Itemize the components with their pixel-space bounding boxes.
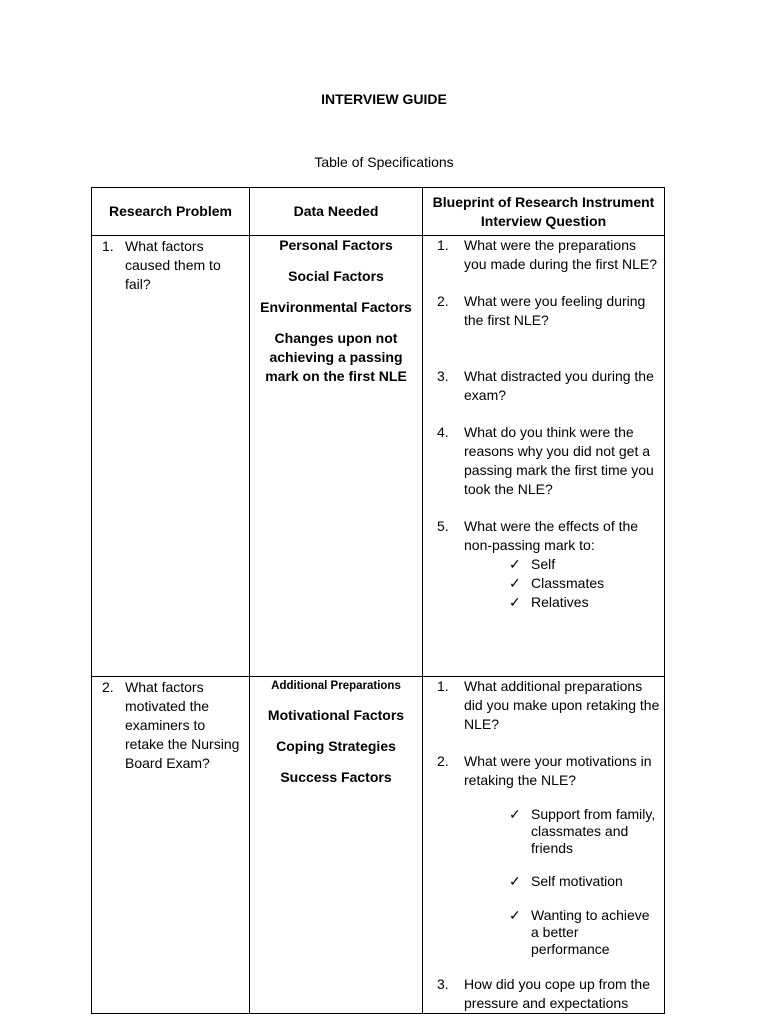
data-needed-cell — [250, 236, 423, 677]
table-row — [92, 236, 665, 677]
question-number: 4. — [437, 424, 449, 440]
data-needed-item: Personal Factors — [279, 237, 393, 253]
question-number: 2. — [437, 293, 449, 309]
question-item — [437, 423, 660, 499]
data-needed-cell — [250, 677, 423, 1014]
question-text: What were your motivations in retaking the NLE? — [464, 753, 652, 788]
problem-cell — [92, 236, 250, 677]
question-item — [437, 367, 660, 405]
checklist-text: Self — [531, 556, 556, 572]
table-header-row — [92, 188, 665, 236]
checklist-item — [509, 574, 660, 593]
check-icon: ✓ — [509, 594, 521, 610]
question-item — [437, 677, 660, 734]
question-number: 3. — [437, 976, 449, 992]
data-needed-item: Social Factors — [288, 268, 384, 284]
checklist-text: Classmates — [531, 575, 605, 591]
problem-cell — [92, 677, 250, 1014]
header-research-problem: Research Problem — [92, 188, 250, 236]
checklist-item — [509, 593, 660, 612]
question-text: What were the preparations you made during the first NLE? — [464, 237, 657, 272]
problem-text: What factors motivated the examiners to retake the Nursing Board Exam? — [125, 679, 240, 771]
checklist-text: Wanting to achieve a better performance — [531, 907, 650, 957]
question-text: What additional preparations did you make upon retaking the NLE? — [464, 678, 660, 732]
question-number: 1. — [437, 678, 449, 694]
data-needed-item: Changes upon not achieving a passing mark on the first NLE — [265, 330, 407, 384]
header-interview-question: Blueprint of Research Instrument Interview Question — [423, 188, 665, 236]
checklist-text: Relatives — [531, 594, 589, 610]
checklist-item — [509, 555, 660, 574]
question-item — [437, 292, 660, 330]
check-icon: ✓ — [509, 556, 521, 572]
question-item — [437, 975, 660, 1013]
check-icon: ✓ — [509, 873, 521, 889]
question-item — [437, 517, 660, 555]
checklist-text: Support from family, classmates and friends — [531, 806, 656, 856]
question-text: What were you feeling during the first NLE? — [464, 293, 646, 328]
specifications-table — [91, 187, 665, 1014]
header-data-needed: Data Needed — [250, 188, 423, 236]
check-icon: ✓ — [509, 806, 521, 822]
problem-text: What factors caused them to fail? — [125, 238, 221, 292]
checklist — [437, 555, 660, 612]
table-row — [92, 677, 665, 1014]
question-item — [437, 236, 660, 274]
checklist — [437, 806, 660, 958]
question-text: What distracted you during the exam? — [464, 368, 654, 403]
checklist-item — [509, 873, 660, 890]
problem-number: 1. — [102, 238, 114, 254]
question-text: What were the effects of the non-passing mark to: — [464, 518, 639, 553]
data-needed-item: Additional Preparations — [271, 680, 401, 692]
question-item — [437, 752, 660, 790]
questions-cell — [423, 236, 665, 677]
check-icon: ✓ — [509, 907, 521, 923]
question-number: 2. — [437, 753, 449, 769]
table-caption: Table of Specifications — [314, 154, 454, 170]
data-needed-item: Success Factors — [280, 769, 392, 785]
checklist-text: Self motivation — [531, 873, 623, 889]
problem-number: 2. — [102, 679, 114, 695]
checklist-item — [509, 907, 660, 958]
checklist-item — [509, 806, 660, 857]
question-number: 3. — [437, 368, 449, 384]
question-text: What do you think were the reasons why you did not get a passing mark the first time you took the NLE? — [464, 424, 654, 497]
data-needed-item: Coping Strategies — [276, 738, 396, 754]
question-number: 5. — [437, 518, 449, 534]
check-icon: ✓ — [509, 575, 521, 591]
data-needed-item: Motivational Factors — [267, 707, 405, 723]
data-needed-item: Environmental Factors — [260, 299, 412, 315]
questions-cell — [423, 677, 665, 1014]
document-title: INTERVIEW GUIDE — [321, 91, 447, 107]
question-text: How did you cope up from the pressure and expectations — [464, 976, 650, 1011]
question-number: 1. — [437, 237, 449, 253]
